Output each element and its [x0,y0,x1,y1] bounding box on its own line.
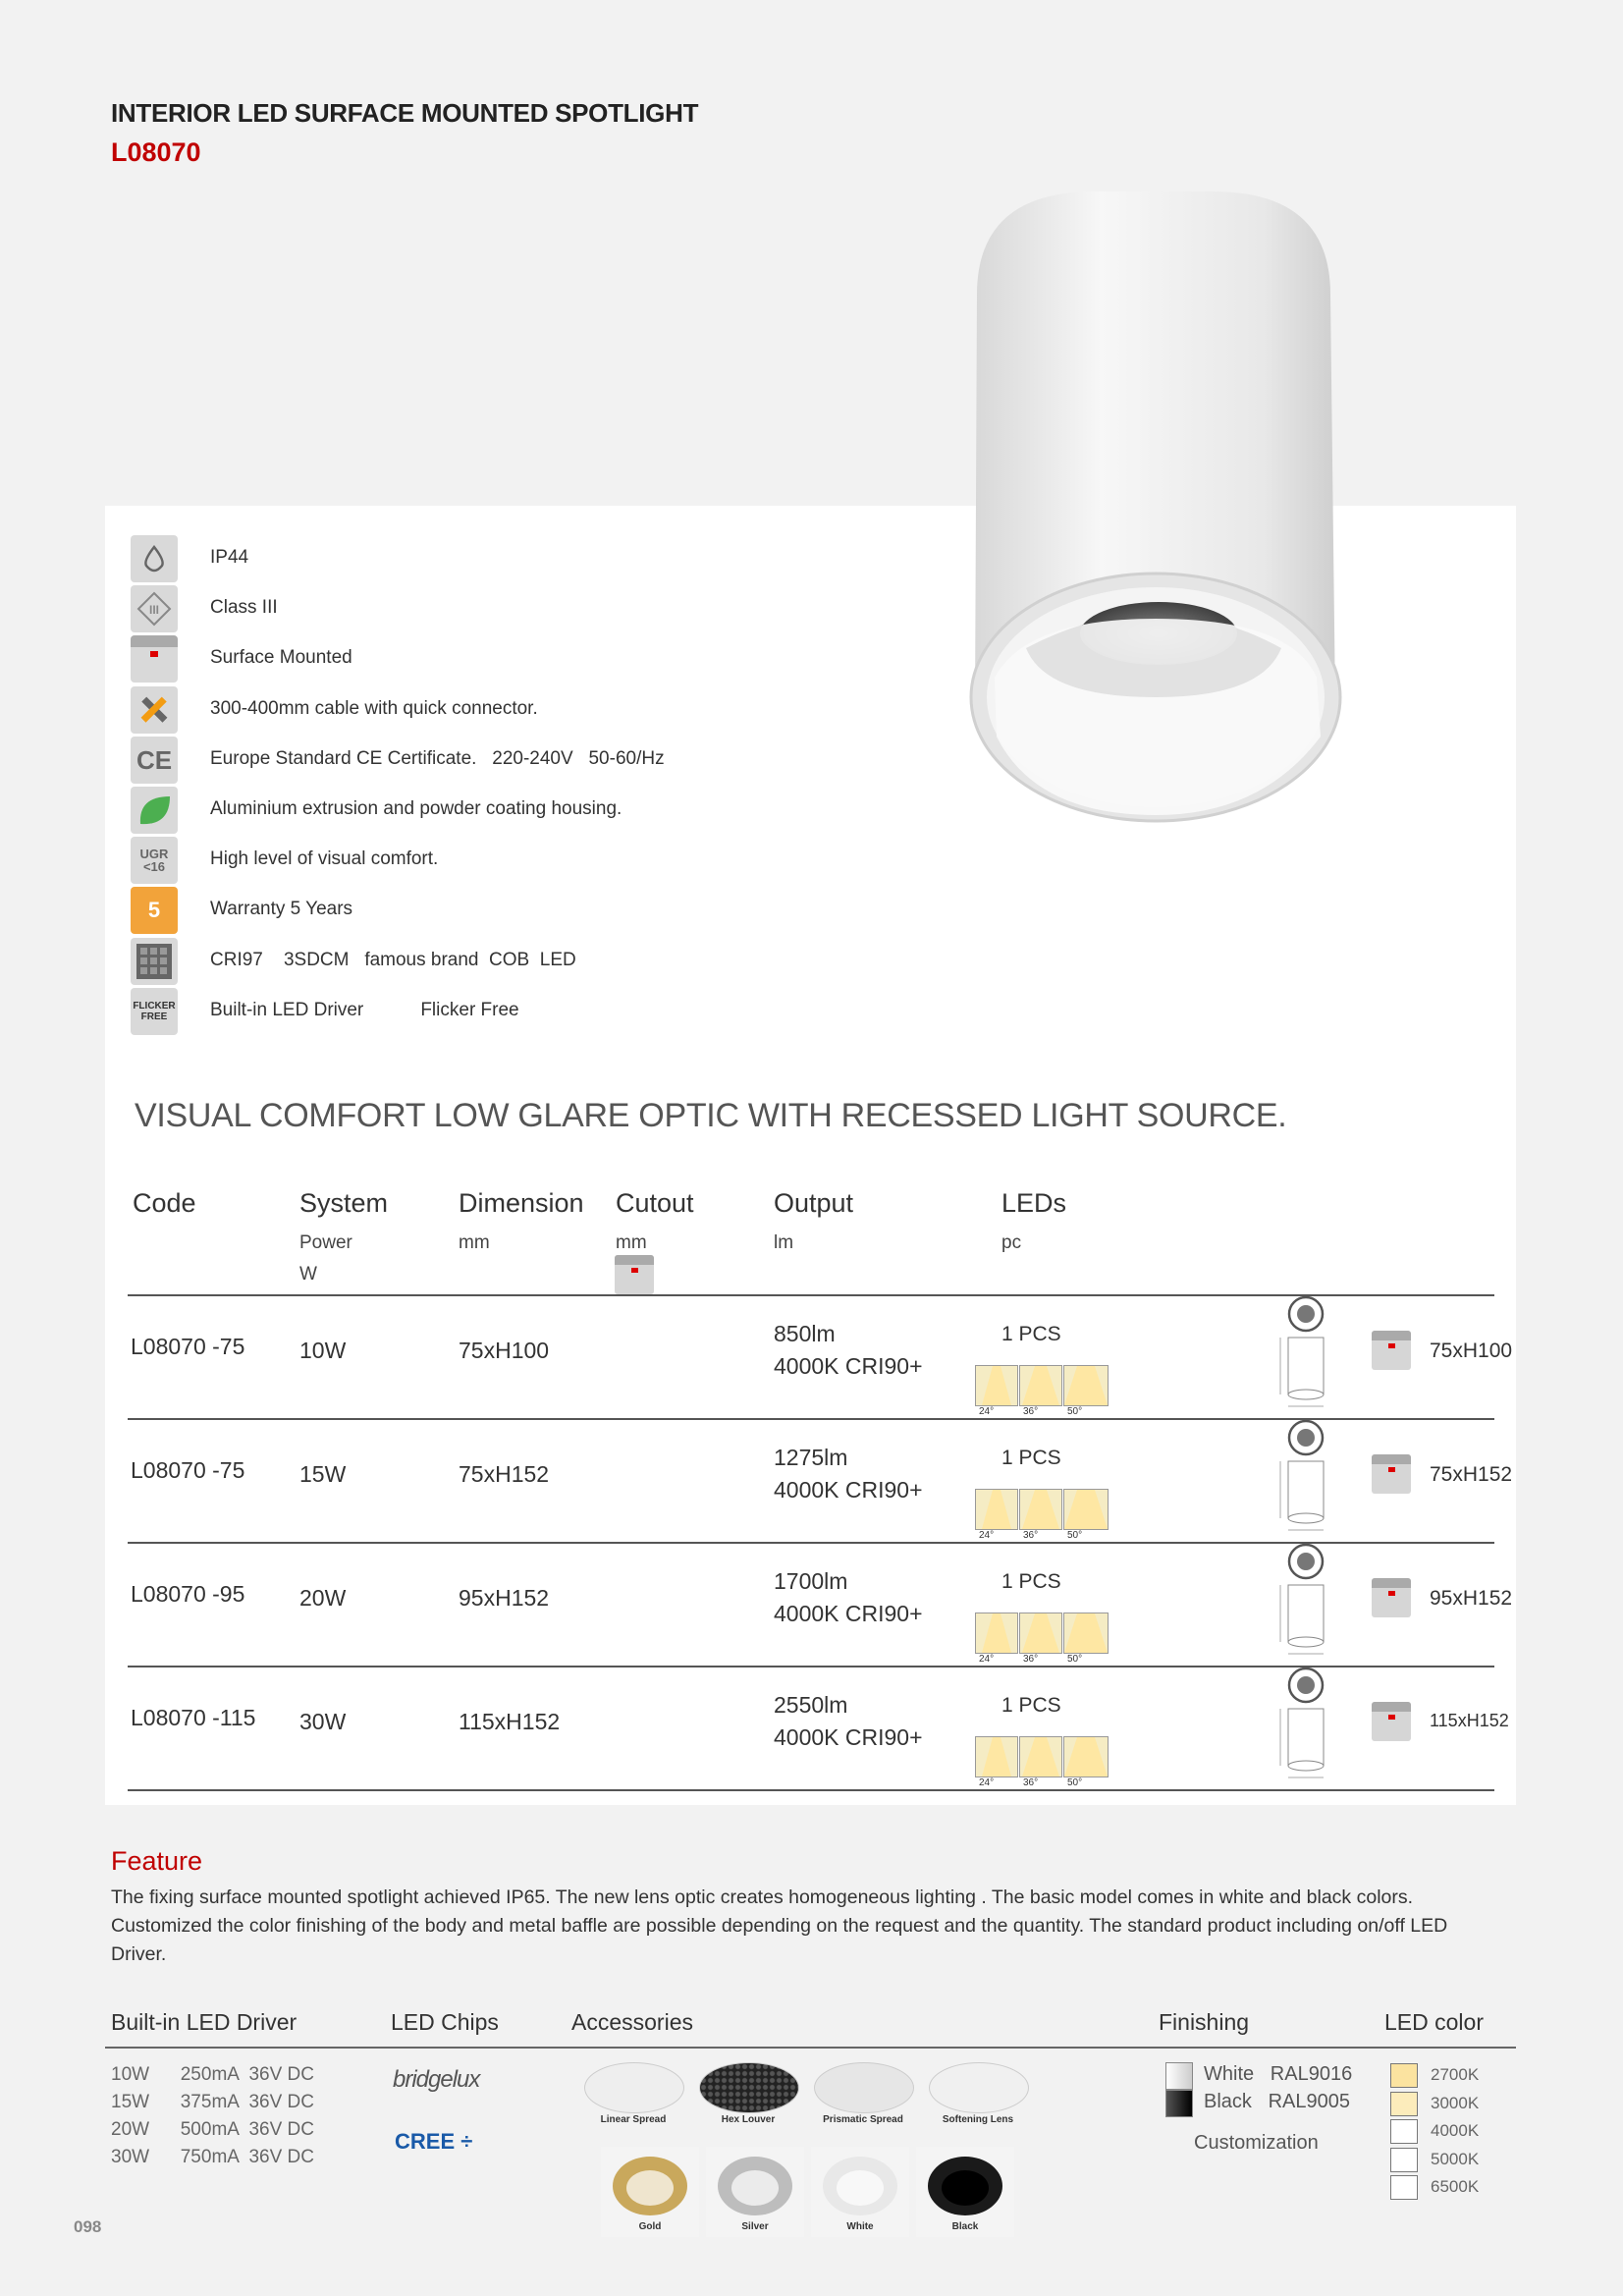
finish-black: Black RAL9005 [1204,2091,1350,2112]
feature-item [131,988,1014,1035]
finish-white-swatch [1165,2062,1193,2090]
driver-row: 20W 500mA 36V DC [111,2119,314,2140]
section-led-color: LED color [1384,2009,1484,2035]
row-dimension: 95xH152 [459,1585,550,1611]
col-header-dimension: Dimension [459,1188,584,1218]
col-header-leds: LEDs [1001,1188,1067,1218]
product-image [967,187,1360,835]
col-unit-lm: lm [774,1232,794,1253]
feature-text: Europe Standard CE Certificate. 220-240V 50-60/Hz [210,747,665,769]
cree-logo-text: CREE [395,2129,456,2154]
led-color-swatch [1390,2175,1418,2200]
feature-item [131,635,1014,683]
warranty-icon [131,887,178,934]
row-power: 15W [299,1461,347,1487]
accessory-label: Softening Lens [942,2114,1014,2125]
ring-label: Silver [741,2221,769,2232]
beam-angles [975,1736,1112,1795]
row-power: 10W [299,1338,347,1363]
beam-angle-icon [975,1613,1018,1654]
surface-mount-icon [1372,1454,1411,1494]
row-output: 850lm [774,1321,836,1346]
accessory-label: Linear Spread [600,2114,667,2125]
finish-white: White RAL9016 [1204,2063,1353,2085]
headline: VISUAL COMFORT LOW GLARE OPTIC WITH RECESSED LIGHT SOURCE. [135,1097,1287,1134]
accessory-lens-icon [814,2062,914,2113]
feature-item [131,787,1014,834]
mount-dot [1388,1715,1395,1720]
beam-angle-label: 50° [1067,1530,1083,1541]
beam-angles [975,1489,1112,1548]
feature-item [131,737,1014,784]
driver-row: 15W 375mA 36V DC [111,2092,314,2112]
accessory-label: Hex Louver [721,2114,776,2125]
mount-top [1372,1331,1411,1340]
mount-top [1372,1454,1411,1464]
row-code: L08070 -75 [131,1457,245,1483]
row-power: 20W [299,1585,347,1611]
row-code: L08070 -115 [131,1705,256,1730]
led-color-label: 5000K [1431,2149,1480,2168]
customization-label: Customization [1194,2132,1319,2154]
ring-label: White [846,2221,874,2232]
section-driver: Built-in LED Driver [111,2009,298,2035]
beam-angle-label: 24° [979,1777,995,1788]
row-divider [128,1789,1494,1791]
feature-text: Warranty 5 Years [210,899,353,920]
feature-item [131,938,1014,985]
section-divider [105,2047,1516,2049]
surface-mount-icon [1372,1578,1411,1617]
surface-mount-icon [1372,1702,1411,1741]
beam-angle-icon [1019,1489,1062,1530]
beam-angle-icon [1063,1613,1109,1654]
feature-icon-text: UGR <16 [139,847,169,875]
page-number: 098 [74,2217,102,2236]
row-mount-size: 95xH152 [1430,1587,1513,1610]
feature-item [131,535,1014,582]
row-leds: 1 PCS [1001,1570,1061,1593]
feature-icon-text: FLICKER FREE [133,1000,176,1022]
led-color-label: 2700K [1431,2065,1480,2084]
accessory-lens-icon [929,2062,1029,2113]
feature-icon-text: 5 [147,898,161,923]
col-unit-power: Power [299,1232,352,1253]
beam-angle-label: 36° [1023,1530,1039,1541]
feature-text: IP44 [210,547,249,568]
page-title: INTERIOR LED SURFACE MOUNTED SPOTLIGHT [111,98,699,128]
dimension-drawing-icon [1267,1667,1345,1789]
mount-top [1372,1702,1411,1712]
feature-item [131,837,1014,884]
feature-text: 300-400mm cable with quick connector. [210,697,538,719]
cree-logo [395,2129,472,2155]
led-color-label: 3000K [1431,2093,1480,2112]
beam-angle-icon [1019,1365,1062,1406]
row-code: L08070 -95 [131,1581,245,1607]
col-header-cutout: Cutout [616,1188,694,1218]
beam-angle-label: 24° [979,1406,995,1417]
water-drop-icon [131,535,178,582]
mount-dot [1388,1467,1395,1472]
feature-icon-text: CE [135,744,173,775]
feature-text: The fixing surface mounted spotlight achieved IP65. The new lens optic creates homogeneous lighting . The basic model comes in white and black colors. Customized the color finishing of the body and metal baffle are possible depending on the request and the quantity. The standard product including on/off LED Driver. [111,1886,1448,1965]
beam-angle-label: 36° [1023,1777,1039,1788]
accessory-lens-icon [699,2062,799,2113]
accessory-lens-icon [584,2062,684,2113]
beam-angle-label: 24° [979,1654,995,1665]
row-cri: 4000K CRI90+ [774,1724,923,1750]
led-color-swatch [1390,2063,1418,2088]
beam-angle-label: 50° [1067,1777,1083,1788]
feature-text: CRI97 3SDCM famous brand COB LED [210,949,576,970]
class-iii-icon [131,585,178,632]
beam-angle-label: 50° [1067,1406,1083,1417]
led-color-label: 6500K [1431,2177,1480,2196]
row-mount-size: 115xH152 [1430,1711,1509,1730]
col-unit-cutout-mm: mm [616,1232,647,1253]
beam-angle-label: 36° [1023,1406,1039,1417]
col-header-output: Output [774,1188,854,1218]
feature-text: Surface Mounted [210,647,352,669]
flicker-free-icon [131,988,178,1035]
ring-label: Black [951,2221,979,2232]
mount-dot [1388,1591,1395,1596]
beam-angle-icon [975,1489,1018,1530]
ugr-icon [131,837,178,884]
section-chips: LED Chips [391,2009,499,2035]
row-mount-size: 75xH100 [1430,1339,1513,1362]
beam-angle-label: 50° [1067,1654,1083,1665]
feature-text: Class III [210,597,278,619]
svg-text:III: III [148,603,160,618]
row-dimension: 75xH100 [459,1338,550,1363]
beam-angle-icon [1019,1613,1062,1654]
col-unit-mm: mm [459,1232,490,1253]
row-power: 30W [299,1709,347,1734]
feature-text: Built-in LED Driver Flicker Free [210,999,519,1020]
led-color-swatch [1390,2148,1418,2172]
driver-row: 30W 750mA 36V DC [111,2147,314,2167]
feature-text: High level of visual comfort. [210,848,439,870]
feature-item [131,585,1014,632]
cutout-icon [615,1255,654,1294]
finish-black-swatch [1165,2090,1193,2117]
beam-angle-icon [1063,1736,1109,1777]
driver-row: 10W 250mA 36V DC [111,2064,314,2085]
row-output: 1700lm [774,1568,848,1594]
row-cri: 4000K CRI90+ [774,1353,923,1379]
section-finishing: Finishing [1159,2009,1250,2035]
ring-label: Gold [638,2221,662,2232]
dimension-drawing-icon [1267,1420,1345,1542]
row-leds: 1 PCS [1001,1447,1061,1469]
product-code: L08070 [111,137,201,167]
row-output: 1275lm [774,1445,848,1470]
cree-mark-icon: ÷ [460,2129,473,2154]
beam-angle-icon [975,1365,1018,1406]
dimension-drawing-icon [1267,1544,1345,1666]
row-mount-size: 75xH152 [1430,1463,1513,1486]
row-dimension: 75xH152 [459,1461,550,1487]
row-code: L08070 -75 [131,1334,245,1359]
bridgelux-logo: bridgelux [393,2066,480,2093]
beam-angles [975,1613,1112,1671]
surface-mount-icon [1372,1331,1411,1370]
row-dimension: 115xH152 [459,1709,561,1734]
beam-angle-icon [1063,1489,1109,1530]
beam-angle-label: 24° [979,1530,995,1541]
led-color-swatch [1390,2119,1418,2144]
surface-mount-icon [131,635,178,683]
col-header-system: System [299,1188,389,1218]
row-cri: 4000K CRI90+ [774,1601,923,1626]
accessory-label: Prismatic Spread [823,2114,903,2125]
led-color-swatch [1390,2092,1418,2116]
beam-angle-icon [975,1736,1018,1777]
beam-angles [975,1365,1112,1424]
feature-item [131,686,1014,734]
col-header-code: Code [133,1188,196,1218]
tools-icon [131,686,178,734]
led-color-label: 4000K [1431,2121,1480,2140]
mount-top [1372,1578,1411,1588]
col-unit-w: W [299,1264,317,1285]
cob-chip-icon [131,938,178,985]
row-leds: 1 PCS [1001,1694,1061,1717]
beam-angle-icon [1063,1365,1109,1406]
leaf-icon [131,787,178,834]
row-cri: 4000K CRI90+ [774,1477,923,1503]
section-accessories: Accessories [571,2009,693,2035]
beam-angle-icon [1019,1736,1062,1777]
ce-icon [131,737,178,784]
feature-item [131,887,1014,934]
row-output: 2550lm [774,1692,848,1718]
col-unit-pc: pc [1001,1232,1022,1253]
feature-text: Aluminium extrusion and powder coating housing. [210,798,622,819]
row-leds: 1 PCS [1001,1323,1061,1345]
feature-title: Feature [111,1846,203,1876]
beam-angle-label: 36° [1023,1654,1039,1665]
dimension-drawing-icon [1267,1296,1345,1418]
mount-dot [1388,1343,1395,1348]
